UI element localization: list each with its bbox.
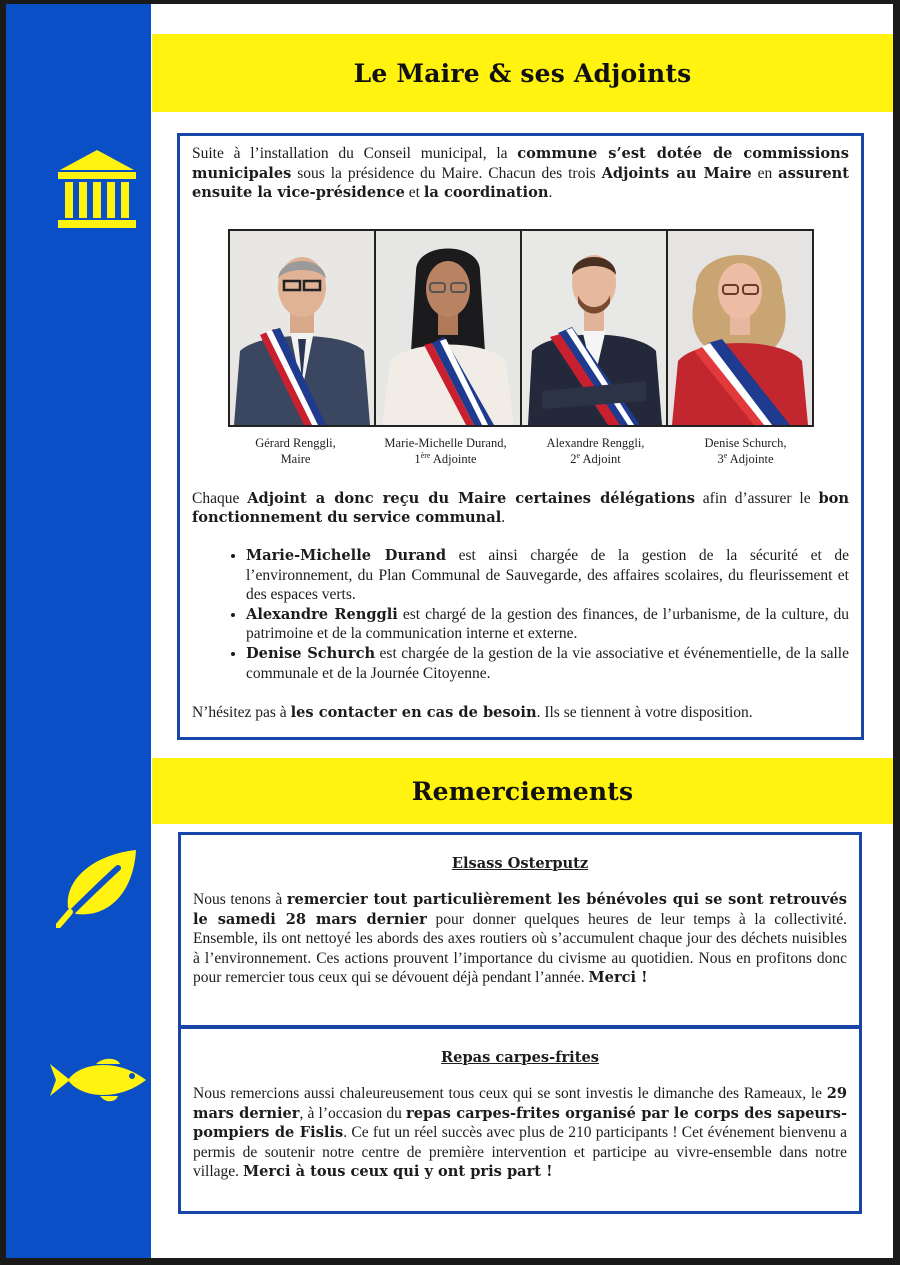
list-item: • Alexandre Renggli est chargé de la gestion des finances, de l’urbanisme, de la culture, du patrimoine et de la communication interne et externe. (246, 605, 849, 644)
photo-alexandre-renggli (522, 231, 666, 425)
photo-marie-michelle-durand (376, 231, 520, 425)
delegation-paragraph: Chaque Adjoint a donc reçu du Maire certaines délégations afin d’assurer le bon fonctionnement du service communal. (192, 489, 849, 527)
section-banner-remerciements (152, 758, 893, 824)
photo-denise-schurch (668, 231, 812, 425)
list-item: • Denise Schurch est chargée de la gestion de la vie associative et événementielle, de la salle communale et de la Journée Citoyenne. (246, 644, 849, 683)
section-title-remerciements: Remerciements (411, 776, 634, 806)
caption-alexandre-renggli: Alexandre Renggli, 2e Adjoint (546, 435, 645, 466)
contact-paragraph: N’hésitez pas à les contacter en cas de besoin. Ils se tiennent à votre disposition. (192, 704, 753, 722)
caption-marie-michelle-durand: Marie-Michelle Durand, 1ère Adjointe (384, 435, 507, 466)
photo-captions (221, 435, 821, 467)
osterputz-paragraph: Nous tenons à remercier tout particulièrement les bénévoles qui se sont retrouvés le samedi 28 mars dernier pour donner quelques heures de leur temps à la collectivité. Ensemble, ils ont nettoyé les abords des axes routiers où s’accumulent chaque jour des déchets nuisibles à l’environnement. Ces actions prouvent l’importance du civisme au quotidien. Nous en profitons donc pour remercier tous ceux qui se dévouent déjà pendant l’année. Merci ! (193, 891, 847, 987)
portrait-icon (668, 231, 812, 425)
delegation-list (192, 546, 849, 683)
leaf-icon (56, 848, 140, 928)
osterputz-box (178, 832, 862, 1028)
osterputz-title: Elsass Osterputz (451, 855, 589, 872)
town-hall-icon (54, 148, 140, 230)
fish-icon (48, 1056, 148, 1104)
carpes-frites-paragraph: Nous remercions aussi chaleureusement tous ceux qui se sont investis le dimanche des Rameaux, le 29 mars dernier, à l’occasion du repas carpes-frites organisé par le corps des sapeurs-pompiers de Fislis. Ce fut un réel succès avec plus de 210 participants ! Cet événement bienvenu a permis de soutenir notre centre de première intervention et participe au vivre-ensemble dans notre village. Merci à tous ceux qui y ont pris part ! (193, 1085, 847, 1181)
photo-gerard-renggli (230, 231, 374, 425)
caption-denise-schurch: Denise Schurch, 3e Adjointe (704, 435, 787, 466)
caption-gerard-renggli: Gérard Renggli, Maire (255, 435, 336, 466)
intro-paragraph: Suite à l’installation du Conseil municipal, la commune s’est dotée de commissions municipales sous la présidence du Maire. Chacun des trois Adjoints au Maire en assurent ensuite la vice-présidence et la coordination. (192, 145, 849, 202)
portrait-icon (230, 231, 374, 425)
carpes-frites-box (178, 1026, 862, 1214)
carpes-frites-title: Repas carpes-frites (441, 1049, 599, 1066)
maire-adjoints-box (177, 133, 864, 740)
officials-photo-strip (228, 229, 814, 427)
section-title-maire: Le Maire & ses Adjoints (353, 58, 692, 88)
section-banner-maire (152, 34, 893, 112)
portrait-icon (376, 231, 520, 425)
portrait-icon (522, 231, 666, 425)
list-item: • Marie-Michelle Durand est ainsi chargée de la gestion de la sécurité et de l’environnement, du Plan Communal de Sauvegarde, des affaires scolaires, du fleurissement et des espaces verts. (246, 546, 849, 605)
